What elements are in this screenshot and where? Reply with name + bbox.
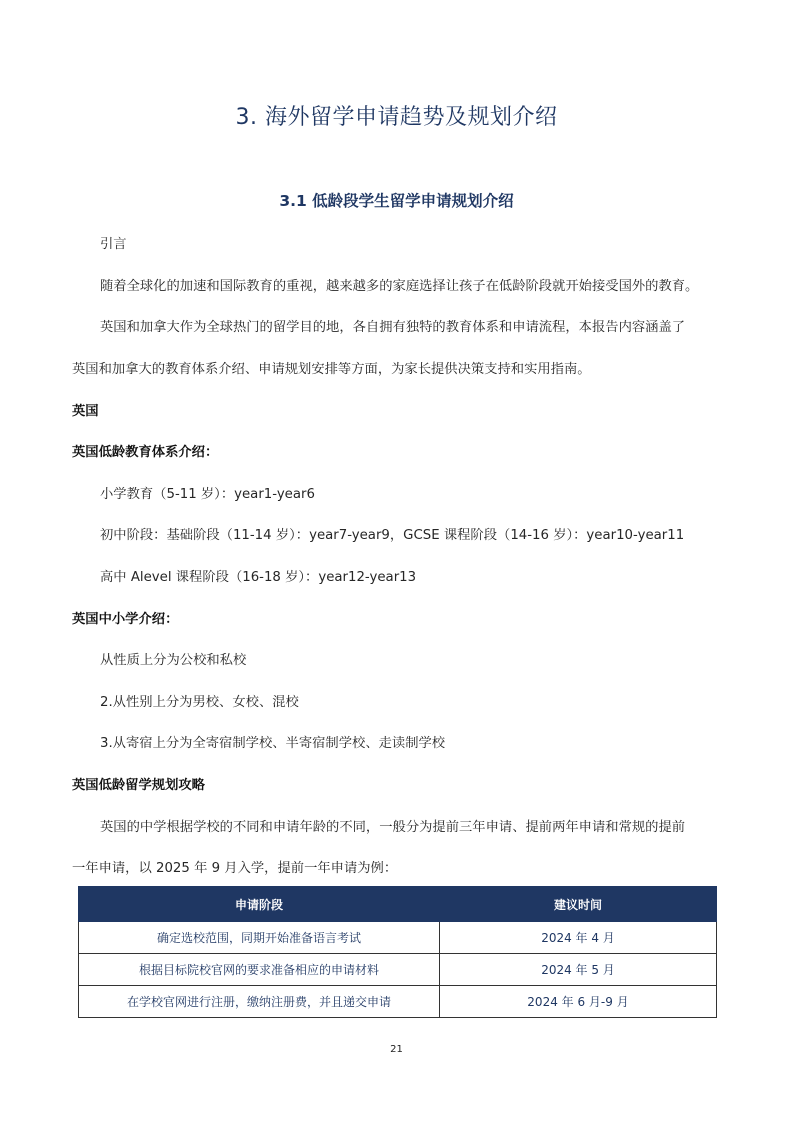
uk-plan-paragraph-line-2: 一年申请，以 2025 年 9 月入学，提前一年申请为例： (72, 861, 398, 876)
intro-paragraph-1: 随着全球化的加速和国际教育的重视，越来越多的家庭选择让孩子在低龄阶段就开始接受国外的教育。 (100, 279, 699, 294)
section-title: 3.1 低龄段学生留学申请规划介绍 (279, 192, 514, 210)
uk-plan-heading: 英国低龄留学规划攻略 (72, 778, 205, 793)
table-cell-stage: 根据目标院校官网的要求准备相应的申请材料 (79, 954, 440, 986)
application-timeline-table (78, 886, 717, 1018)
table-cell-time: 2024 年 4 月 (440, 922, 717, 954)
uk-system-item-lower-secondary: 初中阶段：基础阶段（11-14 岁）：year7-year9，GCSE 课程阶段（14-16 岁）：year10-year11 (100, 528, 685, 543)
uk-school-item-type: 从性质上分为公校和私校 (100, 653, 247, 668)
table-header-row (79, 887, 717, 922)
table-row (79, 986, 717, 1018)
table-cell-time: 2024 年 6 月-9 月 (440, 986, 717, 1018)
table-row (79, 954, 717, 986)
uk-school-item-boarding: 3.从寄宿上分为全寄宿制学校、半寄宿制学校、走读制学校 (100, 736, 446, 751)
intro-heading: 引言 (100, 237, 127, 252)
uk-plan-paragraph-line-1: 英国的中学根据学校的不同和申请年龄的不同，一般分为提前三年申请、提前两年申请和常规的提前 (100, 820, 686, 835)
table-row (79, 922, 717, 954)
table-cell-stage: 确定选校范围，同期开始准备语言考试 (79, 922, 440, 954)
header-suggested-time: 建议时间 (440, 887, 717, 922)
header-stage: 申请阶段 (79, 887, 440, 922)
table-cell-stage: 在学校官网进行注册，缴纳注册费，并且递交申请 (79, 986, 440, 1018)
intro-paragraph-2-line-2: 英国和加拿大的教育体系介绍、申请规划安排等方面，为家长提供决策支持和实用指南。 (72, 362, 591, 377)
table-cell-time: 2024 年 5 月 (440, 954, 717, 986)
uk-heading: 英国 (72, 404, 99, 419)
page-number: 21 (390, 1044, 403, 1055)
intro-paragraph-2-line-1: 英国和加拿大作为全球热门的留学目的地，各自拥有独特的教育体系和申请流程，本报告内容涵盖了 (100, 320, 686, 335)
uk-system-heading: 英国低龄教育体系介绍： (72, 445, 219, 460)
uk-school-heading: 英国中小学介绍： (72, 612, 179, 627)
chapter-title: 3. 海外留学申请趋势及规划介绍 (235, 105, 558, 130)
uk-system-item-primary: 小学教育（5-11 岁）：year1-year6 (100, 487, 315, 502)
uk-school-item-gender: 2.从性别上分为男校、女校、混校 (100, 695, 299, 710)
uk-system-item-alevel: 高中 Alevel 课程阶段（16-18 岁）：year12-year13 (100, 570, 417, 585)
